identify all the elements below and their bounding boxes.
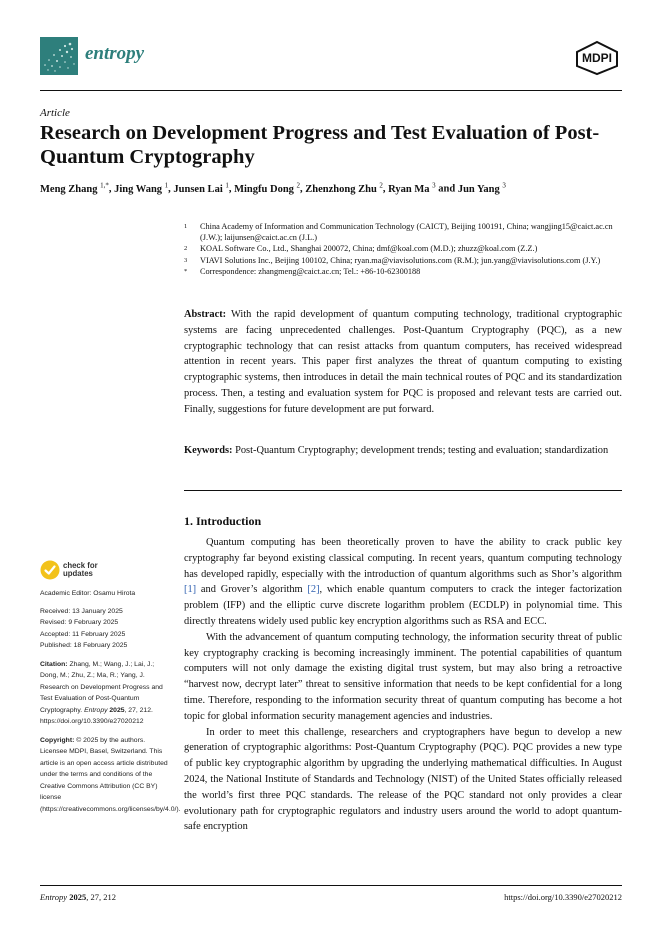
affiliation-number: 1	[184, 223, 188, 230]
published-date: Published: 18 February 2025	[40, 642, 128, 649]
abstract	[184, 307, 622, 418]
abstract-label: Abstract:	[184, 309, 227, 320]
affiliation-item	[184, 243, 624, 254]
section-heading: 1. Introduction	[184, 514, 262, 528]
journal-logo	[40, 37, 78, 75]
author-name: Mingfu Dong $^2$	[234, 181, 301, 195]
publication-dates	[40, 606, 172, 652]
revised-date: Revised: 9 February 2025	[40, 619, 119, 626]
check-for-updates-button[interactable]: check for updates	[40, 560, 172, 580]
affiliations	[184, 221, 624, 277]
keywords-label: Keywords:	[184, 445, 233, 456]
affiliation-item	[184, 221, 624, 243]
author-affiliation-marker: 1	[164, 181, 169, 189]
paper-title: Research on Development Progress and Test Evaluation of Post-Quantum Cryptography	[40, 122, 600, 168]
author-name: Junsen Lai $^1$	[173, 181, 229, 195]
footer-citation: Entropy 2025, 27, 212	[40, 892, 116, 902]
author-name: Zhenzhong Zhu $^2$	[305, 181, 383, 195]
author-affiliation-marker: 3	[502, 181, 506, 189]
author-affiliation-marker: 3	[432, 181, 436, 189]
article-type: Article	[40, 107, 70, 119]
citation-link-2[interactable]: [2]	[307, 584, 320, 596]
paragraph-2: With the advancement of quantum computing technology, the information security threat of public key cryptography cracking is becoming increasingly imminent. The potential capabilities of quantum computers will not only damage the existing digital trust system, but may also bring a retroactive “harvest now, decrypt later” threat to sensitive information that needs to be kept confidential for a long time. Therefore, responding to the information security threat of quantum computing has become a hot topic for global information security management agencies and industries.	[184, 631, 622, 722]
affiliation-text: KOAL Software Co., Ltd., Shanghai 200072, China; dmf@koal.com (M.D.); zhuzz@koal.com (Z.Z.)	[200, 244, 538, 254]
affiliation-number: *	[184, 267, 188, 275]
author-name: Meng Zhang $^{1,*}$	[40, 181, 109, 195]
citation-link-1[interactable]: [1]	[184, 584, 197, 596]
article-sidebar	[40, 560, 181, 815]
copyright-block: Copyright: © 2025 by the authors. Licensee MDPI, Basel, Switzerland. This article is an open access article distributed under the terms and conditions of the Creative Commons Attribution (CC BY) license (https://creativecommons.org/licenses/by/4.0/).	[40, 736, 181, 813]
paragraph-3: In order to meet this challenge, researchers and cryptographers have begun to develop a new generation of cryptographic algorithms: Post-Quantum Cryptography (PQC). PQC provides a new type of public key cryptographic algorithm by upgrading the underlying mathematical difficulties. In August 2024, the National Institute of Standards and Technology (NIST) of the United States officially released the world’s first three PQC standards. The release of the PQC standard not only provides a clear evolutionary path for cryptographic regulators and industry users around the world to adopt quantum-safe encryption	[184, 726, 622, 833]
affiliation-text: VIAVI Solutions Inc., Beijing 100102, China; ryan.ma@viavisolutions.com (R.M.); jun.yang@viavisolutions.com (J.Y.)	[200, 255, 601, 265]
svg-text:MDPI: MDPI	[582, 51, 612, 65]
keywords-text: Post-Quantum Cryptography; development trends; testing and evaluation; standardization	[232, 445, 609, 456]
check-updates-icon	[40, 560, 60, 580]
introduction-body	[184, 535, 622, 835]
author-name: Jing Wang $^1$	[114, 181, 169, 195]
author-affiliation-marker: 1	[225, 181, 229, 189]
author-name: Ryan Ma $^3$	[388, 181, 436, 195]
citation-block: Citation: Zhang, M.; Wang, J.; Lai, J.; Dong, M.; Zhu, Z.; Ma, R.; Yang, J. Research on Development Progress and Test Evaluation of Post-Quantum Cryptography. Entropy 2025, 27, 212. https://doi.org/10.3390/e27020212	[40, 660, 163, 725]
publisher-logo	[573, 40, 621, 76]
header-rule	[40, 90, 622, 91]
affiliation-text: China Academy of Information and Communication Technology (CAICT), Beijing 100191, China; wangjing15@caict.ac.cn (J.W.); laijunsen@caict.ac.cn (J.L.)	[200, 222, 613, 243]
abstract-text: With the rapid development of quantum computing technology, traditional cryptographic systems are facing unprecedented challenges. Post-Quantum Cryptography (PQC), as a new cryptographic technology that can resist attacks from quantum computers, has received widespread attention in recent years. This paper first analyzes the threat of quantum computing to existing cryptographic systems, then introduces in detail the main technical routes of PQC and its standardization process. Then, a testing and evaluation system for PQC is proposed and relevant tests are carried out. Finally, suggestions for future development are put forward.	[184, 309, 622, 415]
author-affiliation-marker: 1,*	[100, 181, 109, 189]
journal-name: entropy	[85, 43, 145, 64]
accepted-date: Accepted: 11 February 2025	[40, 630, 126, 638]
affiliation-item	[184, 255, 624, 266]
footer-rule	[40, 885, 622, 886]
paragraph-1: Quantum computing has been theoretically proven to have the ability to crack public key cryptography far beyond existing classical computing. In recent years, quantum computing technology has developed rapidly, especially with the introduction of quantum algorithms such as Shor’s algorithm [1] and Grover’s algorithm [2], which enable quantum computers to crack the integer factorization problem (IFP) and the elliptic curve discrete logarithm problem (ECDLP) in polynomial time. This directly threatens widely used public key encryption algorithms such as RSA and ECC.	[184, 537, 622, 627]
affiliation-text: Correspondence: zhangmeng@caict.ac.cn; Tel.: +86-10-62300188	[200, 266, 421, 276]
affiliation-number: 3	[184, 256, 188, 264]
keywords	[184, 443, 622, 459]
academic-editor: Academic Editor: Osamu Hirota	[40, 590, 136, 597]
abstract-rule	[184, 490, 622, 491]
author-name: Jun Yang $^3$	[457, 181, 506, 195]
author-affiliation-marker: 2	[296, 181, 301, 189]
affiliation-item	[184, 266, 624, 277]
author-list: Meng Zhang $^{1,*}$, Jing Wang $^1$, Junsen Lai $^1$, Mingfu Dong $^2$, Zhenzhong Zhu $^2$, Ryan Ma $^3$ and Jun Yang $^3$	[40, 181, 506, 195]
received-date: Received: 13 January 2025	[40, 607, 123, 615]
footer-doi-link[interactable]: https://doi.org/10.3390/e27020212	[504, 892, 622, 902]
affiliation-number: 2	[184, 245, 188, 253]
author-affiliation-marker: 2	[379, 181, 383, 189]
